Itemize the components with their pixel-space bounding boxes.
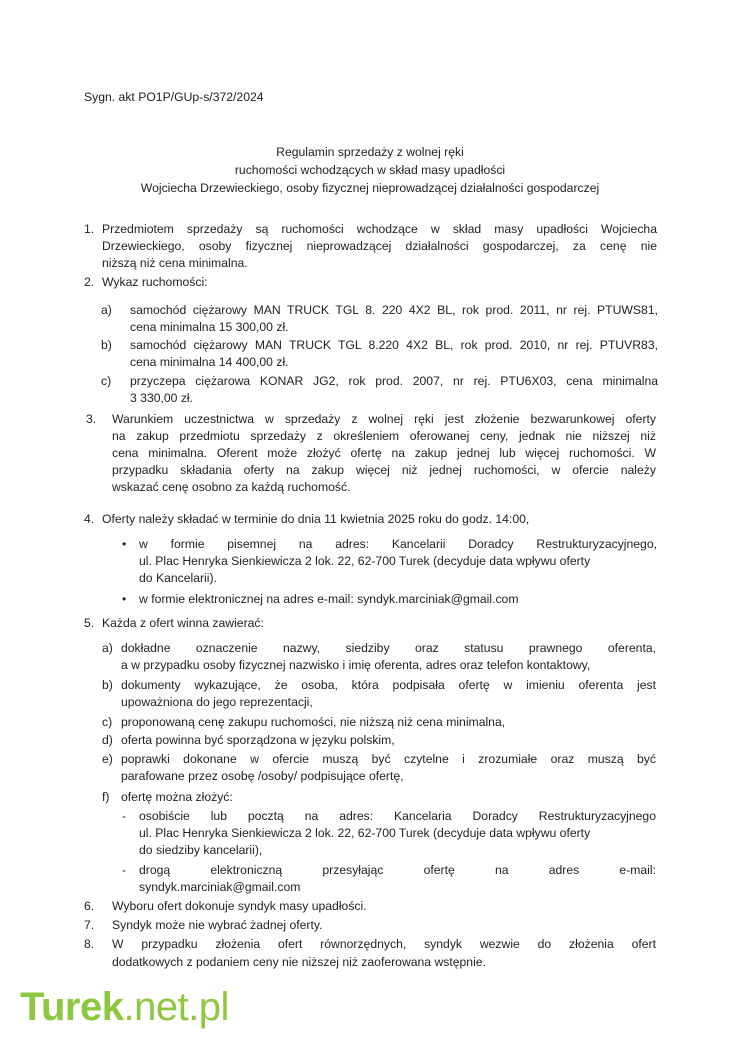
- title-line-2: ruchomości wchodzących w skład masy upadłości: [234, 163, 506, 177]
- item-2b-line: cena minimalna 14 400,00 zł.: [130, 355, 289, 369]
- item-7-text: Syndyk może nie wybrać żadnej oferty.: [112, 918, 323, 932]
- item-5f-dash-line: osobiście lub pocztą na adres: Kancelaria Doradcy Restrukturyzacyjnego: [139, 809, 656, 823]
- title-line-1: Regulamin sprzedaży z wolnej ręki: [276, 145, 464, 159]
- bullet-icon: •: [122, 537, 127, 551]
- item-4-bullet-line: w formie elektronicznej na adres e-mail: syndyk.marciniak@gmail.com: [139, 592, 519, 606]
- item-2c-line: 3 330,00 zł.: [130, 391, 194, 405]
- item-5d-line: oferta powinna być sporządzona w języku polskim,: [121, 733, 395, 747]
- item-3-line: wskazać cenę osobno za każdą ruchomość.: [112, 480, 351, 494]
- item-2a-line: cena minimalna 15 300,00 zł.: [130, 320, 289, 334]
- item-5f-dash-line: do siedziby kancelarii),: [139, 843, 263, 857]
- item-6-text: Wyboru ofert dokonuje syndyk masy upadłości.: [112, 899, 367, 913]
- item-5f-dash-line: ul. Plac Henryka Sienkiewicza 2 lok. 22, 62-700 Turek (decyduje data wpływu oferty: [139, 826, 591, 840]
- item-5-number: 5.: [84, 616, 95, 630]
- item-2b-line: samochód ciężarowy MAN TRUCK TGL 8.220 4X2 BL, rok prod. 2010, nr rej. PTUVR83,: [130, 338, 658, 352]
- item-5c-line: proponowaną cenę zakupu ruchomości, nie niższą niż cena minimalna,: [121, 715, 506, 729]
- item-5f-dash-line: syndyk.marciniak@gmail.com: [139, 880, 301, 894]
- item-5b-mark: b): [102, 678, 113, 692]
- item-4-text: Oferty należy składać w terminie do dnia 11 kwietnia 2025 roku do godz. 14:00,: [102, 512, 530, 526]
- item-5b-line: upoważniona do jego reprezentacji,: [121, 695, 313, 709]
- item-5f-mark: f): [102, 790, 110, 804]
- dash-icon: -: [122, 809, 127, 823]
- item-4-bullet-line: do Kancelarii).: [139, 571, 217, 585]
- item-8-line: dodatkowych z podaniem ceny nie niższej niż zaoferowana wstępnie.: [112, 955, 486, 969]
- item-1-number: 1.: [84, 222, 95, 236]
- item-5a-line: a w przypadku osoby fizycznej nazwisko i imię oferenta, adres oraz telefon kontaktowy,: [121, 658, 591, 672]
- title-line-3: Wojciecha Drzewieckiego, osoby fizycznej nieprowadzącej działalności gospodarczej: [140, 181, 600, 195]
- item-2a-line: samochód ciężarowy MAN TRUCK TGL 8. 220 4X2 BL, rok prod. 2011, nr rej. PTUWS81,: [130, 303, 658, 317]
- item-1-line: niższą niż cena minimalna.: [102, 256, 248, 270]
- turek-logo-watermark: [20, 985, 229, 1029]
- item-3-line: na zakup przedmiotu sprzedaży z określeniem oferowanej ceny, jednak nie niższej niż: [112, 429, 656, 443]
- item-2c-line: przyczepa ciężarowa KONAR JG2, rok prod. 2007, nr rej. PTU6X03, cena minimalna: [130, 374, 658, 388]
- item-1-line: Drzewieckiego, osoby fizycznej nieprowadzącej działalności gospodarczej, za cenę nie: [102, 239, 657, 253]
- item-4-bullet-line: w formie pisemnej na adres: Kancelarii Doradcy Restrukturyzacyjnego,: [139, 537, 657, 551]
- item-5a-mark: a): [102, 641, 113, 655]
- dash-icon: -: [122, 863, 127, 877]
- item-1-line: Przedmiotem sprzedaży są ruchomości wchodzące w skład masy upadłości Wojciecha: [102, 222, 657, 236]
- item-4-number: 4.: [84, 512, 95, 526]
- item-5e-mark: e): [102, 752, 113, 766]
- item-3-line: cena minimalna. Oferent może złożyć ofertę na zakup jednej lub więcej ruchomości. W: [112, 446, 656, 460]
- item-5e-line: poprawki dokonane w ofercie muszą być czytelne i zrozumiałe oraz muszą być: [121, 752, 656, 766]
- item-8-number: 8.: [84, 937, 95, 951]
- item-2a-mark: a): [101, 303, 112, 317]
- item-7-number: 7.: [84, 918, 95, 932]
- item-5b-line: dokumenty wykazujące, że osoba, która podpisała ofertę w imieniu oferenta jest: [121, 678, 656, 692]
- item-5c-mark: c): [102, 715, 113, 729]
- logo-part-1: Turek: [20, 985, 124, 1029]
- item-5a-line: dokładne oznaczenie nazwy, siedziby oraz statusu prawnego oferenta,: [121, 641, 656, 655]
- item-5-text: Każda z ofert winna zawierać:: [102, 616, 264, 630]
- item-2c-mark: c): [101, 374, 112, 388]
- item-4-bullet-line: ul. Plac Henryka Sienkiewicza 2 lok. 22, 62-700 Turek (decyduje data wpływu oferty: [139, 554, 591, 568]
- item-5f-line: ofertę można złożyć:: [121, 790, 233, 804]
- logo-part-2: .net.pl: [123, 985, 229, 1029]
- item-2-text: Wykaz ruchomości:: [102, 275, 208, 289]
- item-5f-dash-line: drogą elektroniczną przesyłając ofertę na adres e-mail:: [139, 863, 656, 877]
- item-2-number: 2.: [84, 275, 95, 289]
- item-3-line: Warunkiem uczestnictwa w sprzedaży z wolnej ręki jest złożenie bezwarunkowej oferty: [112, 412, 656, 426]
- item-8-line: W przypadku złożenia ofert równorzędnych, syndyk wezwie do złożenia ofert: [112, 937, 656, 951]
- item-5d-mark: d): [102, 733, 113, 747]
- item-3-line: przypadku składania oferty na zakup więcej niż jednej ruchomości, w ofercie należy: [112, 463, 656, 477]
- case-signature: Sygn. akt PO1P/GUp-s/372/2024: [84, 90, 264, 104]
- item-2b-mark: b): [101, 338, 112, 352]
- item-6-number: 6.: [84, 899, 95, 913]
- item-5e-line: parafowane przez osobę /osoby/ podpisujące ofertę,: [121, 769, 404, 783]
- item-3-number: 3.: [86, 412, 97, 426]
- bullet-icon: •: [122, 592, 127, 606]
